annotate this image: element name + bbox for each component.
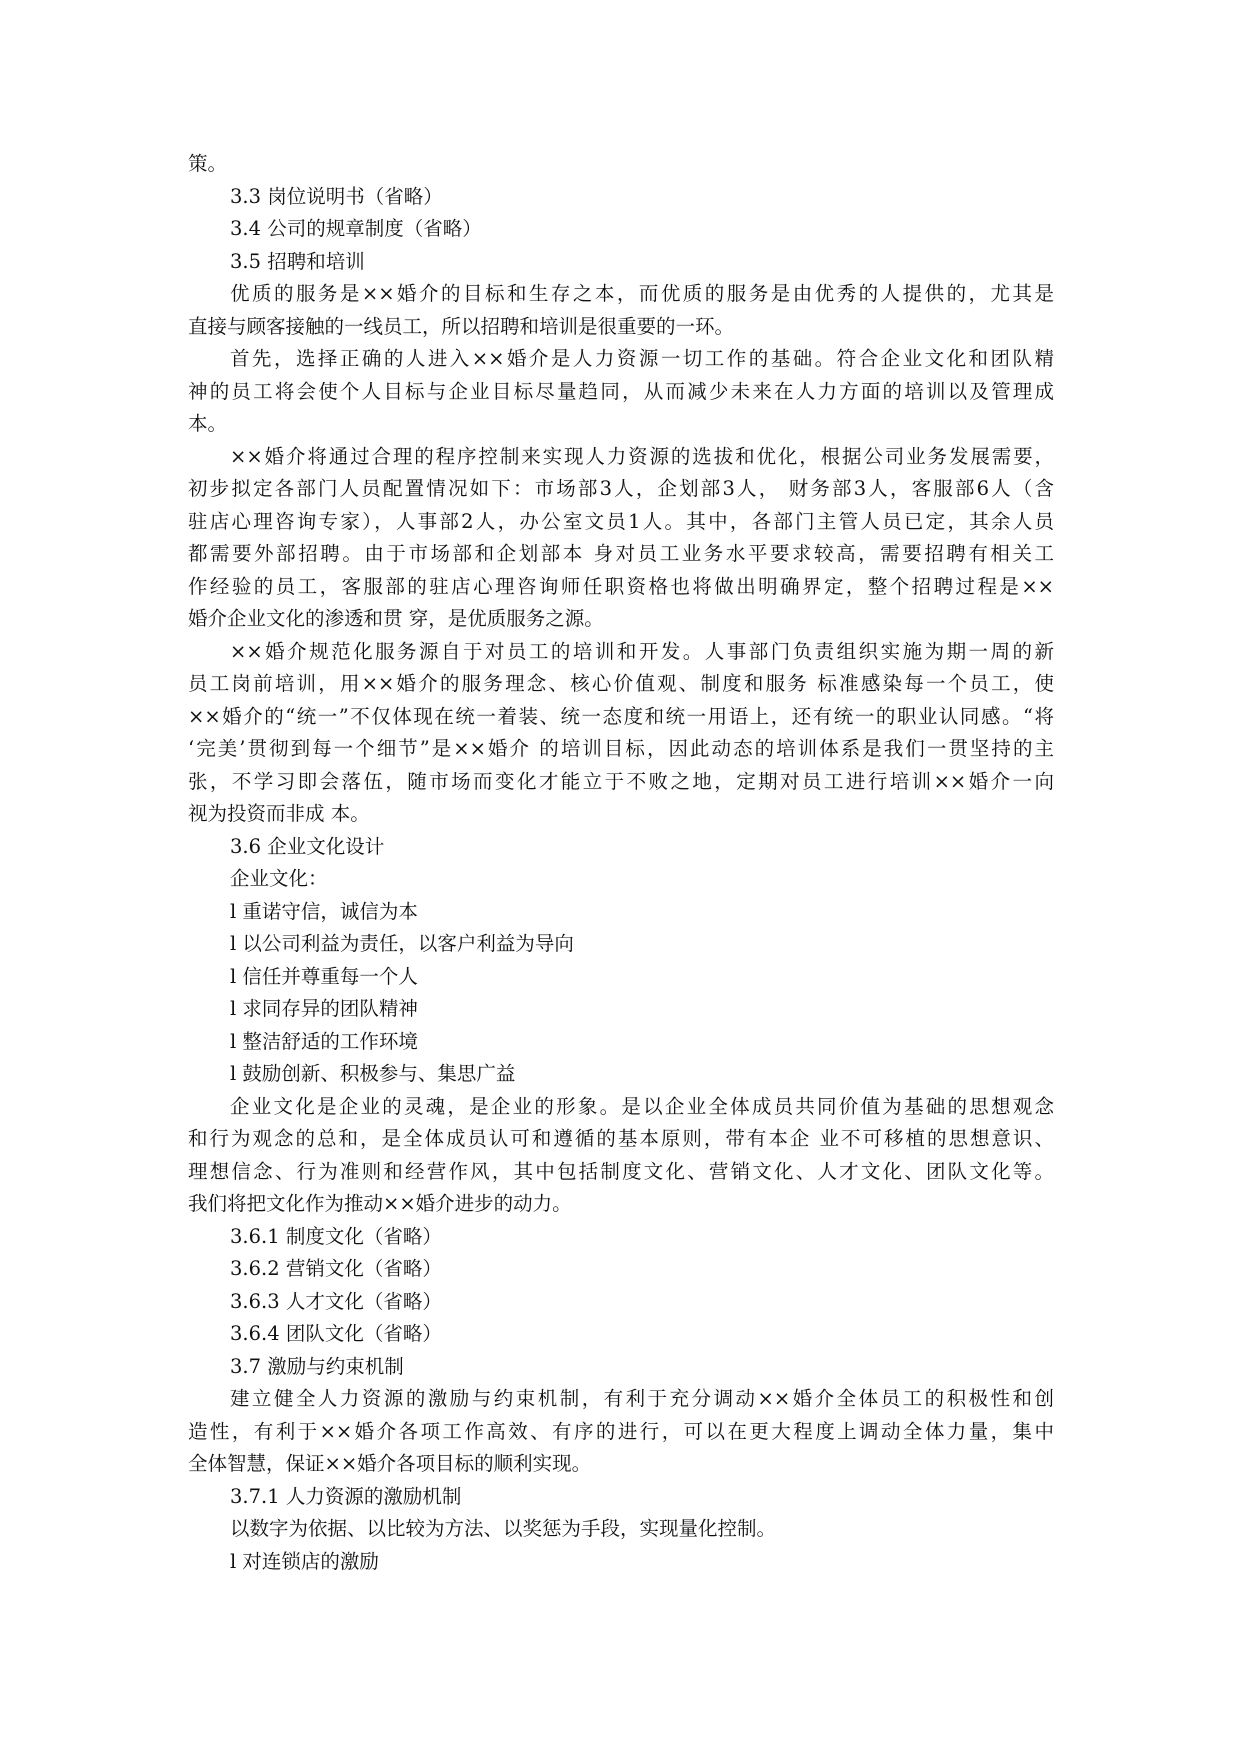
text-line: 全体智慧，保证××婚介各项目标的顺利实现。 xyxy=(188,1452,592,1475)
text-line: ××婚介规范化服务源自于对员工的培训和开发。人事部门负责组织实施为期一周的新 xyxy=(230,639,1054,663)
text-line: 神的员工将会使个人目标与企业目标尽量趋同，从而减少未来在人力方面的培训以及管理成 xyxy=(188,379,1054,403)
text-line: 3.6.4 团队文化（省略） xyxy=(230,1322,442,1345)
text-line: l 整洁舒适的工作环境 xyxy=(230,1029,418,1053)
text-line: 企业文化： xyxy=(230,867,328,890)
text-line: 婚介企业文化的渗透和贯 穿，是优质服务之源。 xyxy=(188,607,604,630)
text-line: 建立健全人力资源的激励与约束机制，有利于充分调动××婚介全体员工的积极性和创 xyxy=(230,1387,1054,1410)
text-line: l 信任并尊重每一个人 xyxy=(230,964,418,988)
text-line: 直接与顾客接触的一线员工，所以招聘和培训是很重要的一环。 xyxy=(188,314,735,338)
text-line: 首先，选择正确的人进入××婚介是人力资源一切工作的基础。符合企业文化和团队精 xyxy=(230,347,1054,370)
text-line: 策。 xyxy=(188,152,228,175)
text-line: 3.6.1 制度文化（省略） xyxy=(230,1224,442,1248)
text-line: 3.6.2 营销文化（省略） xyxy=(230,1257,442,1280)
text-line: 3.4 公司的规章制度（省略） xyxy=(230,217,482,240)
text-line: l 重诺守信，诚信为本 xyxy=(230,899,418,923)
text-line: 3.6 企业文化设计 xyxy=(230,834,385,858)
text-line: ××婚介的“统一”不仅体现在统一着装、统一态度和统一用语上，还有统一的职业认同感。“将 xyxy=(188,704,1054,728)
text-line: l 以公司利益为责任，以客户利益为导向 xyxy=(230,932,574,955)
text-line: 员工岗前培训，用××婚介的服务理念、核心价值观、制度和服务 标准感染每一个员工，使 xyxy=(188,672,1054,695)
text-line: 张，不学习即会落伍，随市场而变化才能立于不败之地，定期对员工进行培训××婚介一向 xyxy=(188,769,1054,793)
text-line: 本。 xyxy=(188,412,228,435)
text-line: 理想信念、行为准则和经营作风，其中包括制度文化、营销文化、人才文化、团队文化等。 xyxy=(188,1159,1054,1183)
text-line: 我们将把文化作为推动××婚介进步的动力。 xyxy=(188,1192,572,1215)
text-line: 作经验的员工，客服部的驻店心理咨询师任职资格也将做出明确界定，整个招聘过程是×× xyxy=(188,574,1054,598)
text-line: 3.5 招聘和培训 xyxy=(230,249,365,273)
text-line: l 求同存异的团队精神 xyxy=(230,997,418,1020)
text-line: l 对连锁店的激励 xyxy=(230,1549,379,1573)
text-line: l 鼓励创新、积极参与、集思广益 xyxy=(230,1062,516,1085)
text-line: 以数字为依据、以比较为方法、以奖惩为手段，实现量化控制。 xyxy=(230,1517,777,1540)
text-line: 初步拟定各部门人员配置情况如下：市场部3人，企划部3人， 财务部3人，客服部6人（含 xyxy=(188,477,1054,500)
text-line: 和行为观念的总和，是全体成员认可和遵循的基本原则，带有本企 业不可移植的思想意识、 xyxy=(188,1127,1054,1150)
text-line: 造性，有利于××婚介各项工作高效、有序的进行，可以在更大程度上调动全体力量，集中 xyxy=(188,1419,1054,1443)
text-line: 3.6.3 人才文化（省略） xyxy=(230,1289,442,1313)
text-line: 3.7 激励与约束机制 xyxy=(230,1354,404,1378)
text-line: ‘完美’贯彻到每一个细节”是××婚介 的培训目标，因此动态的培训体系是我们一贯坚持的主 xyxy=(188,737,1054,760)
text-line: 3.7.1 人力资源的激励机制 xyxy=(230,1484,462,1508)
text-line: ××婚介将通过合理的程序控制来实现人力资源的选拔和优化，根据公司业务发展需要， xyxy=(230,444,1054,468)
text-line: 3.3 岗位说明书（省略） xyxy=(230,184,443,208)
text-line: 驻店心理咨询专家），人事部2人，办公室文员1人。其中，各部门主管人员已定，其余人员 xyxy=(188,509,1054,533)
text-line: 优质的服务是××婚介的目标和生存之本，而优质的服务是由优秀的人提供的，尤其是 xyxy=(230,282,1054,305)
text-line: 都需要外部招聘。由于市场部和企划部本 身对员工业务水平要求较高，需要招聘有相关工 xyxy=(188,542,1054,565)
document-page xyxy=(188,148,1054,1578)
text-line: 企业文化是企业的灵魂，是企业的形象。是以企业全体成员共同价值为基础的思想观念 xyxy=(230,1094,1054,1118)
text-line: 视为投资而非成 本。 xyxy=(188,802,370,825)
